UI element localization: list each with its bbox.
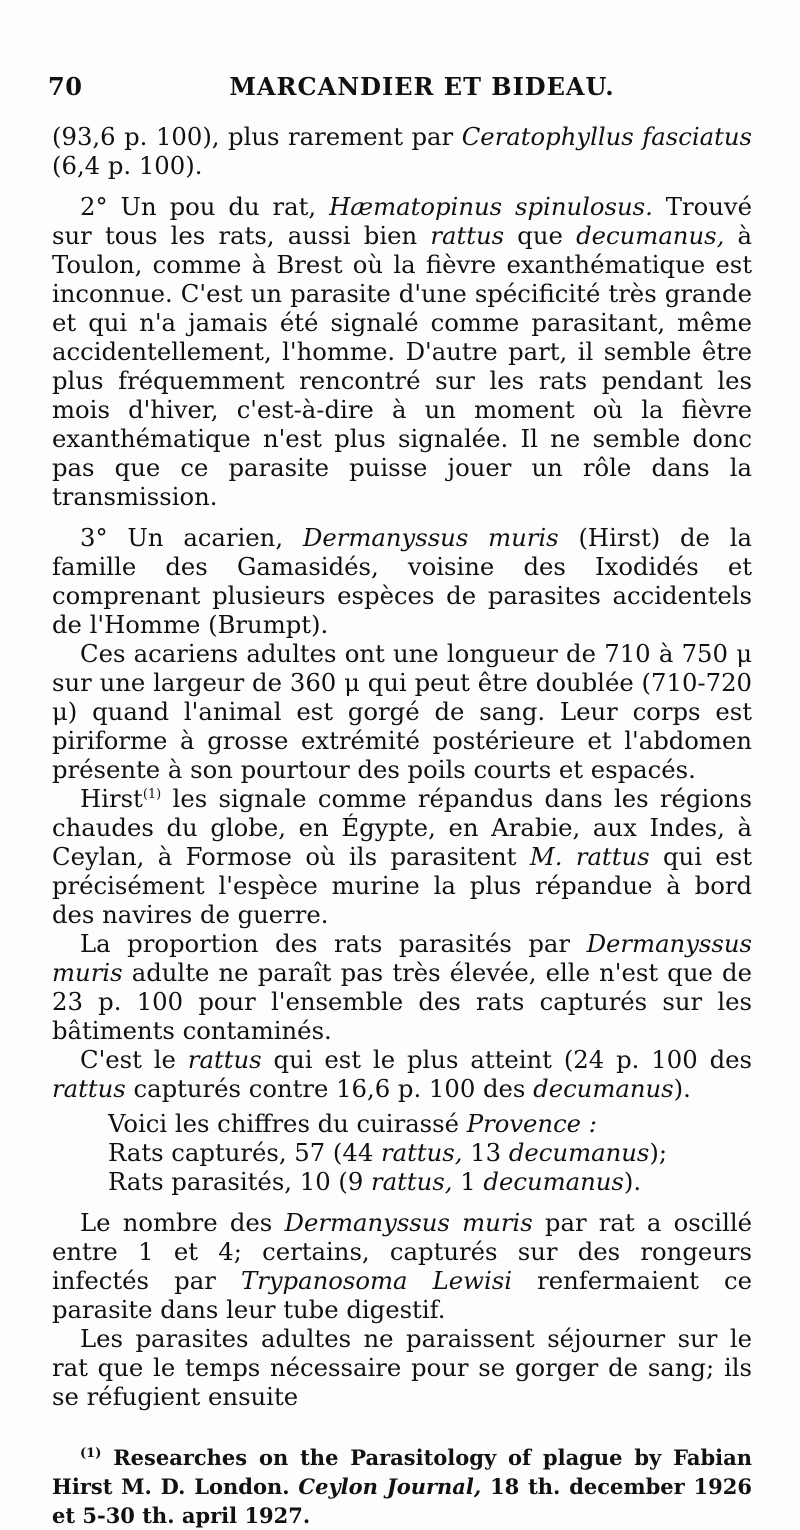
paragraph-hirst: Hirst$^{(1)}$ les signale comme répandus dans les régions chaudes du globe, en Égypte, en Arabie, aux Indes, à Ceylan, à Formose où ils parasitent M. rattus qui est précisément l'espèce murine la plus répandue à bord des navires de guerre.	[52, 784, 752, 929]
paragraph-adults: Les parasites adultes ne paraissent séjourner sur le rat que le temps nécessaire pour se gorger de sang; ils se réfugient ensuite	[52, 1324, 752, 1411]
body-text	[52, 122, 752, 1411]
data-line-parasitized: Rats parasités, 10 (9 rattus, 1 decumanus).	[108, 1167, 642, 1196]
footnote-reference: (1)	[142, 786, 162, 802]
page-number: 70	[48, 72, 83, 101]
data-line-captured: Rats capturés, 57 (44 rattus, 13 decumanus);	[108, 1138, 668, 1167]
data-intro: Voici les chiffres du cuirassé Provence :	[108, 1109, 597, 1138]
paragraph-acarien: 3° Un acarien, Dermanyssus muris (Hirst) de la famille des Gamasidés, voisine des Ixodidés et comprenant plusieurs espèces de parasites accidentels de l'Homme (Brumpt).	[52, 523, 752, 639]
footnote-marker: (1)	[80, 1446, 102, 1461]
page-header	[48, 72, 752, 112]
paragraph-louse: 2° Un pou du rat, Hæmatopinus spinulosus. Trouvé sur tous les rats, aussi bien rattus que decumanus, à Toulon, comme à Brest où la fièvre exanthématique est inconnue. C'est un parasite d'une spécificité très grande et qui n'a jamais été signalé comme parasitant, même accidentellement, l'homme. D'autre part, il semble être plus fréquemment rencontré sur les rats pendant les mois d'hiver, c'est-à-dire à un moment où la fièvre exanthématique n'est plus signalée. Il ne semble donc pas que ce parasite puisse jouer un rôle dans la transmission.	[52, 192, 752, 511]
data-block-provence	[52, 1109, 752, 1196]
footnote: $^{(1)}$ Researches on the Parasitology of plague by Fabian Hirst M. D. London. Ceylon Journal, 18 th. december 1926 et 5-30 th. april 1927.	[52, 1445, 753, 1528]
paragraph-number: Le nombre des Dermanyssus muris par rat a oscillé entre 1 et 4; certains, capturés sur des rongeurs infectés par Trypanosoma Lewisi renfermaient ce parasite dans leur tube digestif.	[52, 1208, 752, 1324]
running-title: MARCANDIER ET BIDEAU.	[229, 72, 615, 101]
paragraph-proportion: La proportion des rats parasités par Dermanyssus muris adulte ne paraît pas très élevée, elle n'est que de 23 p. 100 pour l'ensemble des rats capturés sur les bâtiments contaminés.	[52, 929, 752, 1045]
paragraph-continuation: (93,6 p. 100), plus rarement par Ceratophyllus fasciatus (6,4 p. 100).	[52, 122, 753, 180]
paragraph-dimensions: Ces acariens adultes ont une longueur de 710 à 750 μ sur une largeur de 360 μ qui peut être doublée (710-720 μ) quand l'animal est gorgé de sang. Leur corps est piriforme à grosse extrémité postérieure et l'abdomen présente à son pourtour des poils courts et espacés.	[52, 639, 752, 784]
paragraph-rattus: C'est le rattus qui est le plus atteint (24 p. 100 des rattus capturés contre 16,6 p. 100 des decumanus).	[52, 1045, 752, 1103]
